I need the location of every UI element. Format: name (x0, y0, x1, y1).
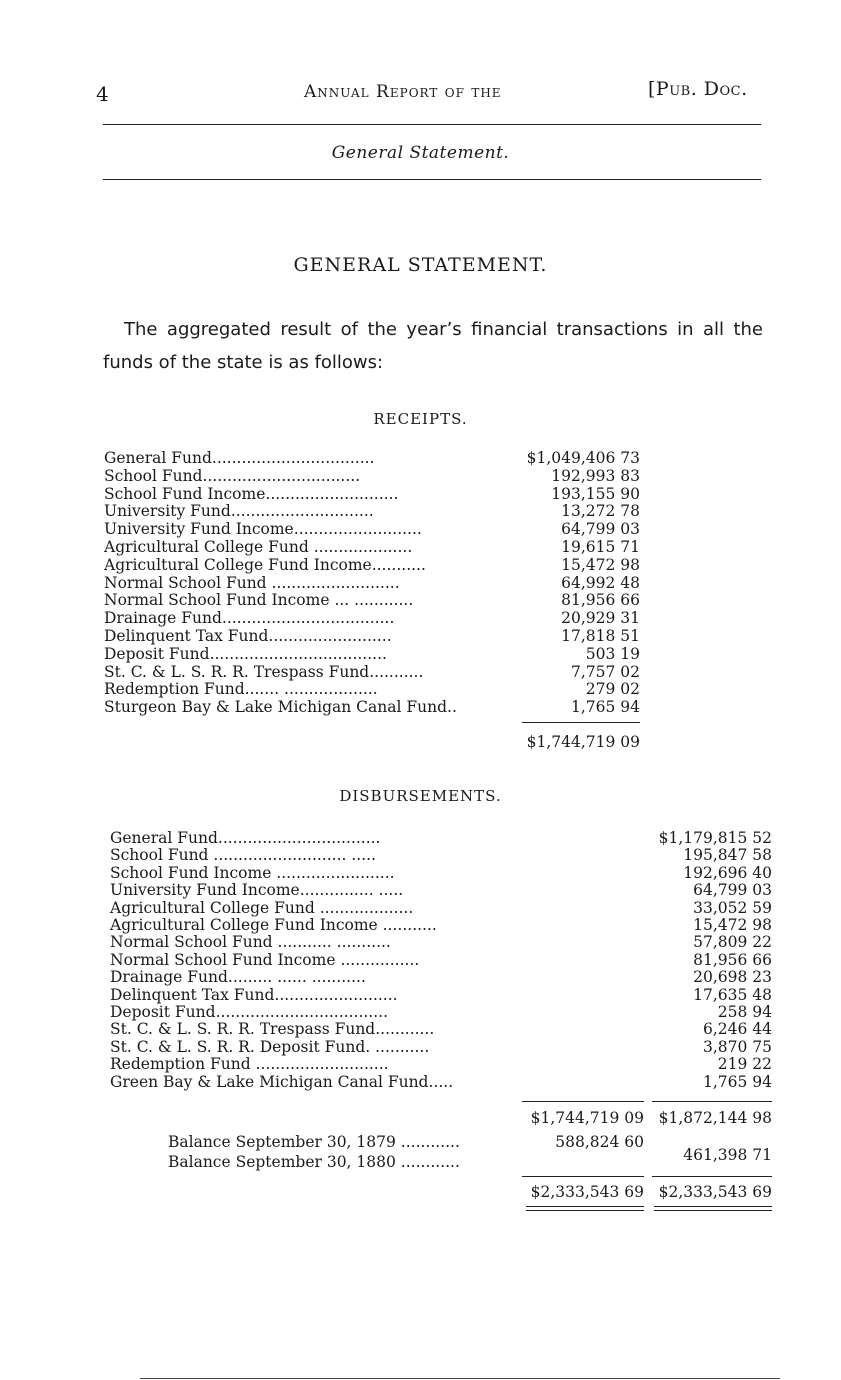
fund-label: Agricultural College Fund Income ........... (110, 916, 437, 934)
table-row (110, 933, 772, 951)
fund-amount: 17,635 48 (693, 985, 772, 1004)
fund-amount: 279 02 (585, 680, 640, 699)
header-rule-bottom (103, 179, 761, 180)
table-row (104, 609, 640, 627)
table-row (104, 680, 640, 698)
fund-label: School Fund Income ........................ (110, 863, 395, 882)
receipts-sum-rule (522, 722, 640, 723)
fund-label: Redemption Fund ........................... (110, 1055, 389, 1074)
fund-label: Normal School Fund .......................... (104, 573, 400, 592)
grand-total-right: $2,333,543 69 (658, 1183, 772, 1201)
table-row (110, 864, 772, 882)
table-row (110, 1073, 772, 1091)
fund-label: Delinquent Tax Fund......................... (104, 627, 392, 645)
fund-label: Agricultural College Fund ................... (110, 898, 414, 917)
fund-label: Deposit Fund.................................... (104, 644, 387, 663)
fund-amount: 1,765 94 (570, 698, 640, 717)
fund-amount: 3,870 75 (702, 1037, 772, 1056)
header-rule-top (103, 124, 761, 125)
table-row (104, 467, 640, 485)
grand-total-left: $2,333,543 69 (530, 1183, 644, 1201)
fund-label: Agricultural College Fund .................... (104, 538, 413, 556)
table-row (104, 574, 640, 592)
table-row (104, 449, 640, 467)
fund-amount: 33,052 59 (693, 898, 772, 917)
fund-label: School Fund................................ (104, 466, 361, 485)
table-row (110, 846, 772, 864)
fund-label: St. C. & L. S. R. R. Trespass Fund............ (110, 1020, 435, 1039)
table-row (110, 899, 772, 917)
fund-amount: 57,809 22 (693, 933, 772, 952)
fund-amount: 17,818 51 (561, 627, 640, 645)
fund-label: St. C. & L. S. R. R. Deposit Fund. ........... (110, 1037, 430, 1056)
grand-double-rule-right (654, 1206, 772, 1211)
intro-paragraph: The aggregated result of the year’s financial transactions in all the funds of the state is as follows: (103, 319, 763, 373)
fund-amount: 19,615 71 (561, 538, 640, 556)
fund-amount: $1,049,406 73 (526, 449, 640, 467)
fund-label: University Fund Income.......................... (104, 520, 422, 539)
section-subtitle: General Statement. (331, 143, 510, 163)
table-row (110, 881, 772, 899)
fund-amount: 193,155 90 (551, 484, 640, 503)
fund-amount: 195,847 58 (683, 846, 772, 865)
disbursements-heading: DISBURSEMENTS. (339, 787, 502, 805)
page-bottom-rule (140, 1378, 780, 1379)
fund-amount: 7,757 02 (570, 662, 640, 681)
fund-label: University Fund Income............... ..... (110, 881, 404, 900)
table-row (104, 502, 640, 520)
table-row (110, 986, 772, 1004)
receipts-heading: RECEIPTS. (373, 410, 468, 428)
fund-amount: 258 94 (717, 1003, 772, 1021)
page-number: 4 (96, 82, 109, 106)
fund-label: Agricultural College Fund Income........... (104, 555, 426, 574)
running-title: Annual Report of the (304, 82, 502, 102)
table-row (110, 951, 772, 969)
fund-label: Deposit Fund................................... (110, 1003, 389, 1021)
fund-amount: 81,956 66 (561, 591, 640, 610)
fund-amount: 219 22 (717, 1055, 772, 1074)
fund-amount: 192,696 40 (683, 863, 772, 882)
table-row (104, 538, 640, 556)
balance-label: Balance September 30, 1880 ............ (168, 1153, 460, 1171)
fund-amount: $1,179,815 52 (658, 829, 772, 847)
doc-label: [Pub. Doc. (648, 78, 748, 100)
table-row (110, 916, 772, 934)
receipts-total: $1,744,719 09 (526, 733, 640, 751)
table-row (104, 663, 640, 681)
fund-amount: 20,698 23 (693, 968, 772, 987)
table-row (104, 627, 640, 645)
total-receipts: $1,744,719 09 (530, 1109, 644, 1127)
fund-amount: 64,799 03 (693, 881, 772, 900)
total-disbursements: $1,872,144 98 (658, 1109, 772, 1127)
fund-label: Drainage Fund................................... (104, 609, 395, 628)
table-row (104, 520, 640, 538)
disb-sum-rule-left (522, 1101, 644, 1102)
fund-amount: 192,993 83 (551, 466, 640, 485)
table-row (104, 556, 640, 574)
fund-amount: 6,246 44 (702, 1020, 772, 1039)
balance-row-1879 (168, 1133, 644, 1151)
fund-amount: 64,799 03 (561, 520, 640, 539)
fund-label: Normal School Fund Income ... ............ (104, 591, 414, 610)
table-row (110, 1020, 772, 1038)
fund-amount: 503 19 (585, 644, 640, 663)
fund-amount: 64,992 48 (561, 573, 640, 592)
grand-sum-rule-right (652, 1176, 772, 1177)
table-row (104, 591, 640, 609)
balance-amount: 461,398 71 (683, 1146, 772, 1164)
balance-amount: 588,824 60 (555, 1133, 644, 1151)
fund-label: School Fund ........................... ..... (110, 846, 376, 865)
fund-amount: 1,765 94 (702, 1072, 772, 1091)
grand-double-rule-left (526, 1206, 644, 1211)
balance-label: Balance September 30, 1879 ............ (168, 1133, 460, 1151)
table-row (110, 1055, 772, 1073)
table-row (104, 485, 640, 503)
disb-sum-rule-right (652, 1101, 772, 1102)
balance-row-1880 (168, 1146, 772, 1171)
fund-amount: 15,472 98 (693, 916, 772, 934)
table-row (110, 1003, 772, 1021)
fund-label: Normal School Fund Income ................ (110, 950, 420, 969)
grand-sum-rule-left (522, 1176, 644, 1177)
fund-label: Delinquent Tax Fund......................... (110, 985, 398, 1004)
fund-label: Normal School Fund ........... ........... (110, 933, 391, 952)
fund-label: University Fund............................. (104, 502, 374, 521)
fund-label: School Fund Income........................... (104, 484, 399, 503)
table-row (110, 968, 772, 986)
fund-label: General Fund................................. (110, 829, 381, 847)
fund-amount: 15,472 98 (561, 555, 640, 574)
fund-label: Redemption Fund....... ................... (104, 680, 378, 699)
table-row (104, 645, 640, 663)
fund-label: General Fund................................. (104, 449, 375, 467)
fund-amount: 81,956 66 (693, 950, 772, 969)
fund-label: Sturgeon Bay & Lake Michigan Canal Fund.. (104, 698, 457, 717)
fund-label: Green Bay & Lake Michigan Canal Fund..... (110, 1072, 454, 1091)
fund-amount: 20,929 31 (561, 609, 640, 628)
fund-label: Drainage Fund......... ...... ........... (110, 968, 366, 987)
fund-amount: 13,272 78 (561, 502, 640, 521)
table-row (110, 1038, 772, 1056)
fund-label: St. C. & L. S. R. R. Trespass Fund........... (104, 662, 424, 681)
table-row (104, 698, 640, 716)
table-row (110, 829, 772, 847)
page-title: GENERAL STATEMENT. (293, 254, 548, 276)
